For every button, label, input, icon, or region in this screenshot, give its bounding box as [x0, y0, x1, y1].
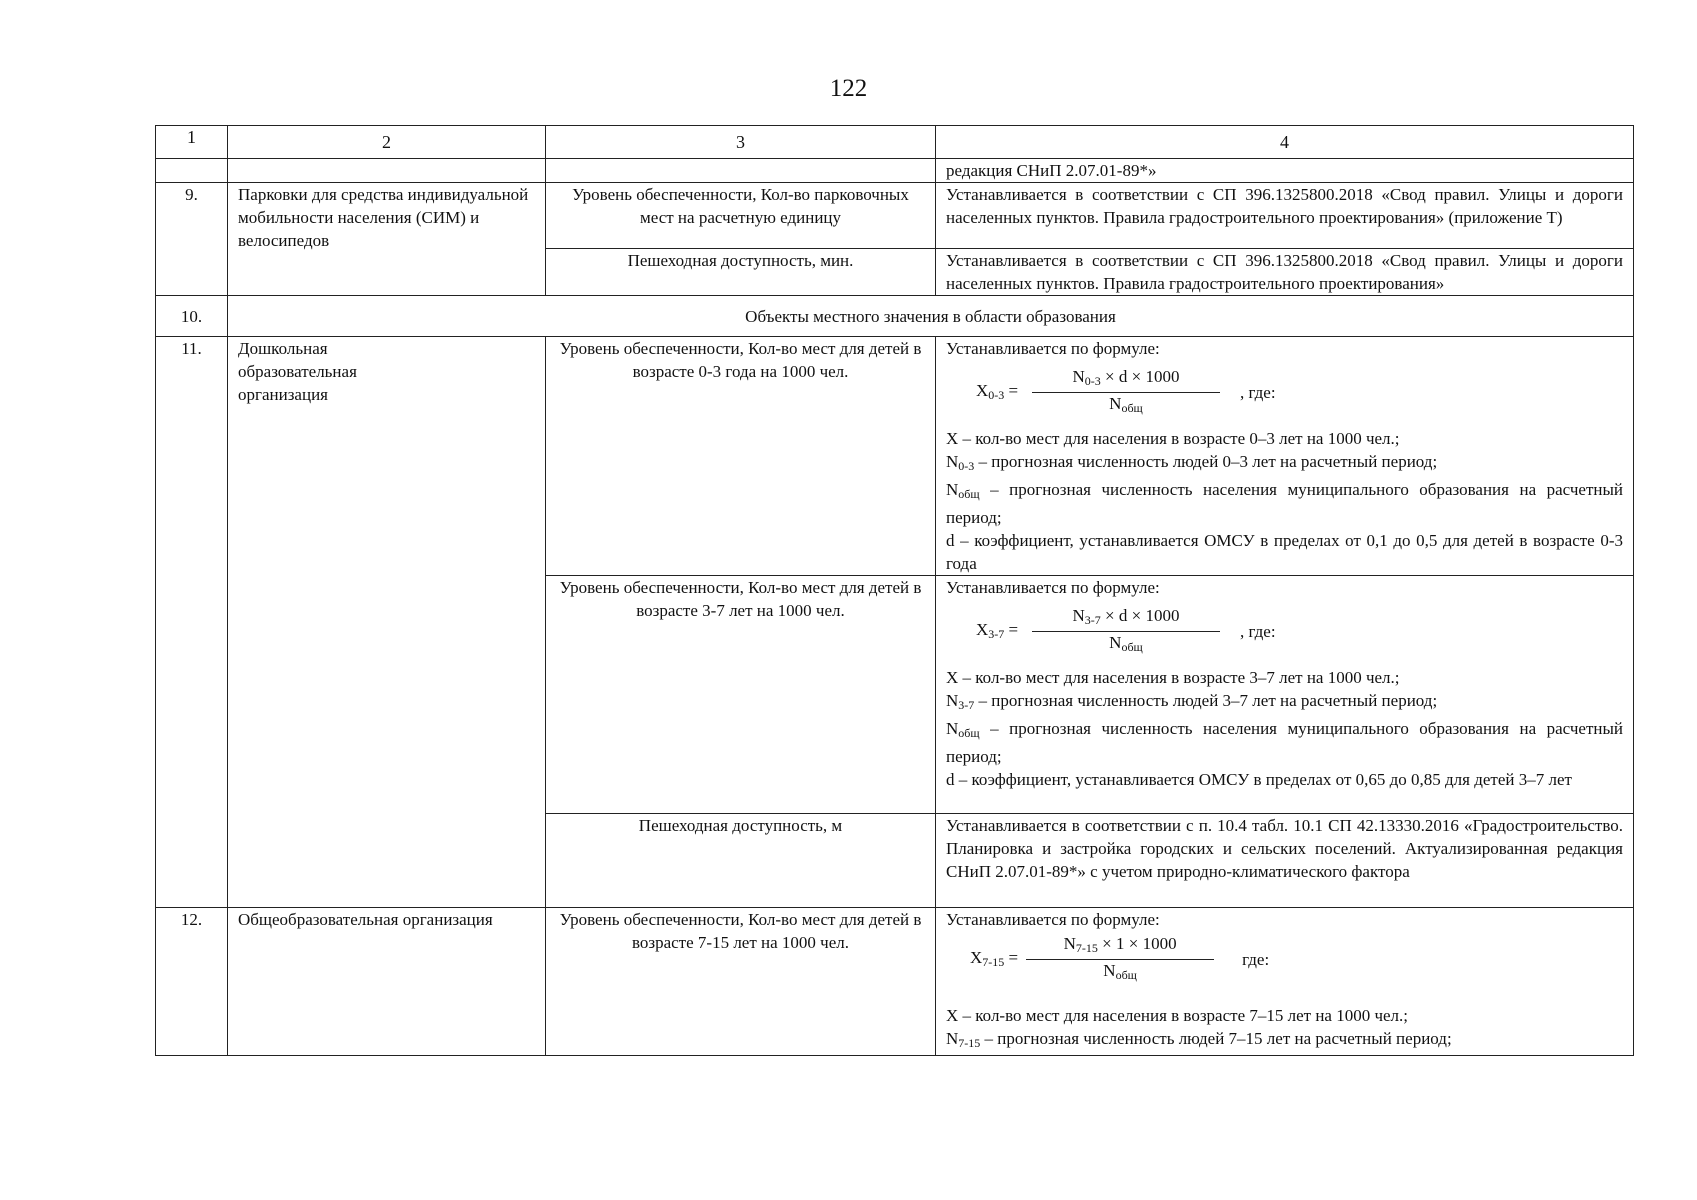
object-name: Парковки для средства индивидуальной мобильности населения (СИМ) и велосипедов — [228, 183, 546, 296]
indicator-value: Устанавливается в соответствии с СП 396.1325800.2018 «Свод правил. Улицы и дороги населенных пунктов. Правила градостроительного проектирования» — [936, 249, 1634, 296]
formula-fraction: $\frac{N_{7-15} \times 1 \times 1000}{N_{общ}}$ — [1026, 933, 1214, 986]
table-row-9 — [156, 183, 1634, 249]
header-col-4: 4 — [936, 126, 1634, 159]
section-title: Объекты местного значения в области образования — [228, 296, 1634, 337]
formula-fraction: $\frac{N_{3-7} \times d \times 1000}{N_{общ}}$ — [1032, 605, 1220, 658]
formula-intro: Устанавливается по формуле: — [946, 910, 1160, 929]
indicator: Уровень обеспеченности, Кол-во мест для детей в возрасте 0-3 года на 1000 чел. — [546, 337, 936, 576]
formula-intro: Устанавливается по формуле: — [946, 578, 1160, 597]
indicator-value — [936, 908, 1634, 1056]
cell-empty — [546, 159, 936, 183]
formula-lhs: $X_{0-3}$ = — [976, 380, 1019, 402]
indicator: Уровень обеспеченности, Кол-во парковочных мест на расчетную единицу — [546, 183, 936, 249]
formula — [946, 933, 1623, 986]
indicator: Уровень обеспеченности, Кол-во мест для детей в возрасте 7-15 лет на 1000 чел. — [546, 908, 936, 1056]
header-col-3: 3 — [546, 126, 936, 159]
definition-d: d – коэффициент, устанавливается ОМСУ в пределах от 0,1 до 0,5 для детей в возрасте 0-3 года — [946, 531, 1623, 573]
formula — [946, 605, 1623, 658]
indicator: Пешеходная доступность, мин. — [546, 249, 936, 296]
page-number: 122 — [829, 75, 868, 102]
indicator-value — [936, 337, 1634, 576]
header-col-1: 1 — [156, 126, 228, 159]
formula-lhs: $X_{3-7}$ = — [976, 619, 1019, 641]
row-number: 10. — [156, 296, 228, 337]
formula-tail: , где: — [1240, 622, 1276, 641]
indicator: Уровень обеспеченности, Кол-во мест для детей в возрасте 3-7 лет на 1000 чел. — [546, 576, 936, 814]
definition-x: X – кол-во мест для населения в возрасте 3–7 лет на 1000 чел.; — [946, 668, 1400, 687]
definition-n-total: $N_{общ}$ – прогнозная численность населения муниципального образования на расчетный период; — [946, 480, 1623, 527]
formula-lhs: $X_{7-15}$ = — [970, 947, 1019, 969]
cell-empty — [228, 159, 546, 183]
table-header-row — [156, 126, 1634, 159]
object-name: Дошкольная образовательная организация — [228, 337, 546, 908]
definition-x: X – кол-во мест для населения в возрасте 7–15 лет на 1000 чел.; — [946, 1006, 1409, 1025]
definition-n: $N_{7-15}$ – прогнозная численность людей 7–15 лет на расчетный период; — [946, 1029, 1452, 1050]
object-name: Общеобразовательная организация — [228, 908, 546, 1056]
table-row-11 — [156, 337, 1634, 576]
table-row-continuation — [156, 159, 1634, 183]
row-number: 11. — [156, 337, 228, 908]
indicator-value: Устанавливается в соответствии с п. 10.4 табл. 10.1 СП 42.13330.2016 «Градостроительство. Планировка и застройка городских и сельских поселений. Актуализированная редакция СНиП 2.07.01-89*» с учетом природно-климатического фактора — [936, 814, 1634, 908]
header-col-2: 2 — [228, 126, 546, 159]
definition-n-total: $N_{общ}$ – прогнозная численность населения муниципального образования на расчетный период; — [946, 719, 1623, 766]
row-number: 9. — [156, 183, 228, 296]
row-number: 12. — [156, 908, 228, 1056]
cell-empty — [156, 159, 228, 183]
indicator: Пешеходная доступность, м — [546, 814, 936, 908]
formula — [946, 366, 1623, 419]
continuation-text: редакция СНиП 2.07.01-89*» — [936, 159, 1634, 183]
definition-x: X – кол-во мест для населения в возрасте 0–3 лет на 1000 чел.; — [946, 429, 1400, 448]
table-row-10 — [156, 296, 1634, 337]
standards-table — [155, 125, 1634, 1056]
formula-fraction: $\frac{N_{0-3} \times d \times 1000}{N_{общ}}$ — [1032, 366, 1220, 419]
definition-n: $N_{3-7}$ – прогнозная численность людей 3–7 лет на расчетный период; — [946, 691, 1438, 712]
definition-n: $N_{0-3}$ – прогнозная численность людей 0–3 лет на расчетный период; — [946, 452, 1438, 473]
indicator-value — [936, 576, 1634, 814]
indicator-value: Устанавливается в соответствии с СП 396.1325800.2018 «Свод правил. Улицы и дороги населенных пунктов. Правила градостроительного проектирования» (приложение Т) — [936, 183, 1634, 249]
formula-tail: , где: — [1240, 383, 1276, 402]
table-row-12 — [156, 908, 1634, 1056]
formula-tail: где: — [1242, 950, 1270, 969]
formula-intro: Устанавливается по формуле: — [946, 339, 1160, 358]
definition-d: d – коэффициент, устанавливается ОМСУ в пределах от 0,65 до 0,85 для детей 3–7 лет — [946, 770, 1572, 789]
